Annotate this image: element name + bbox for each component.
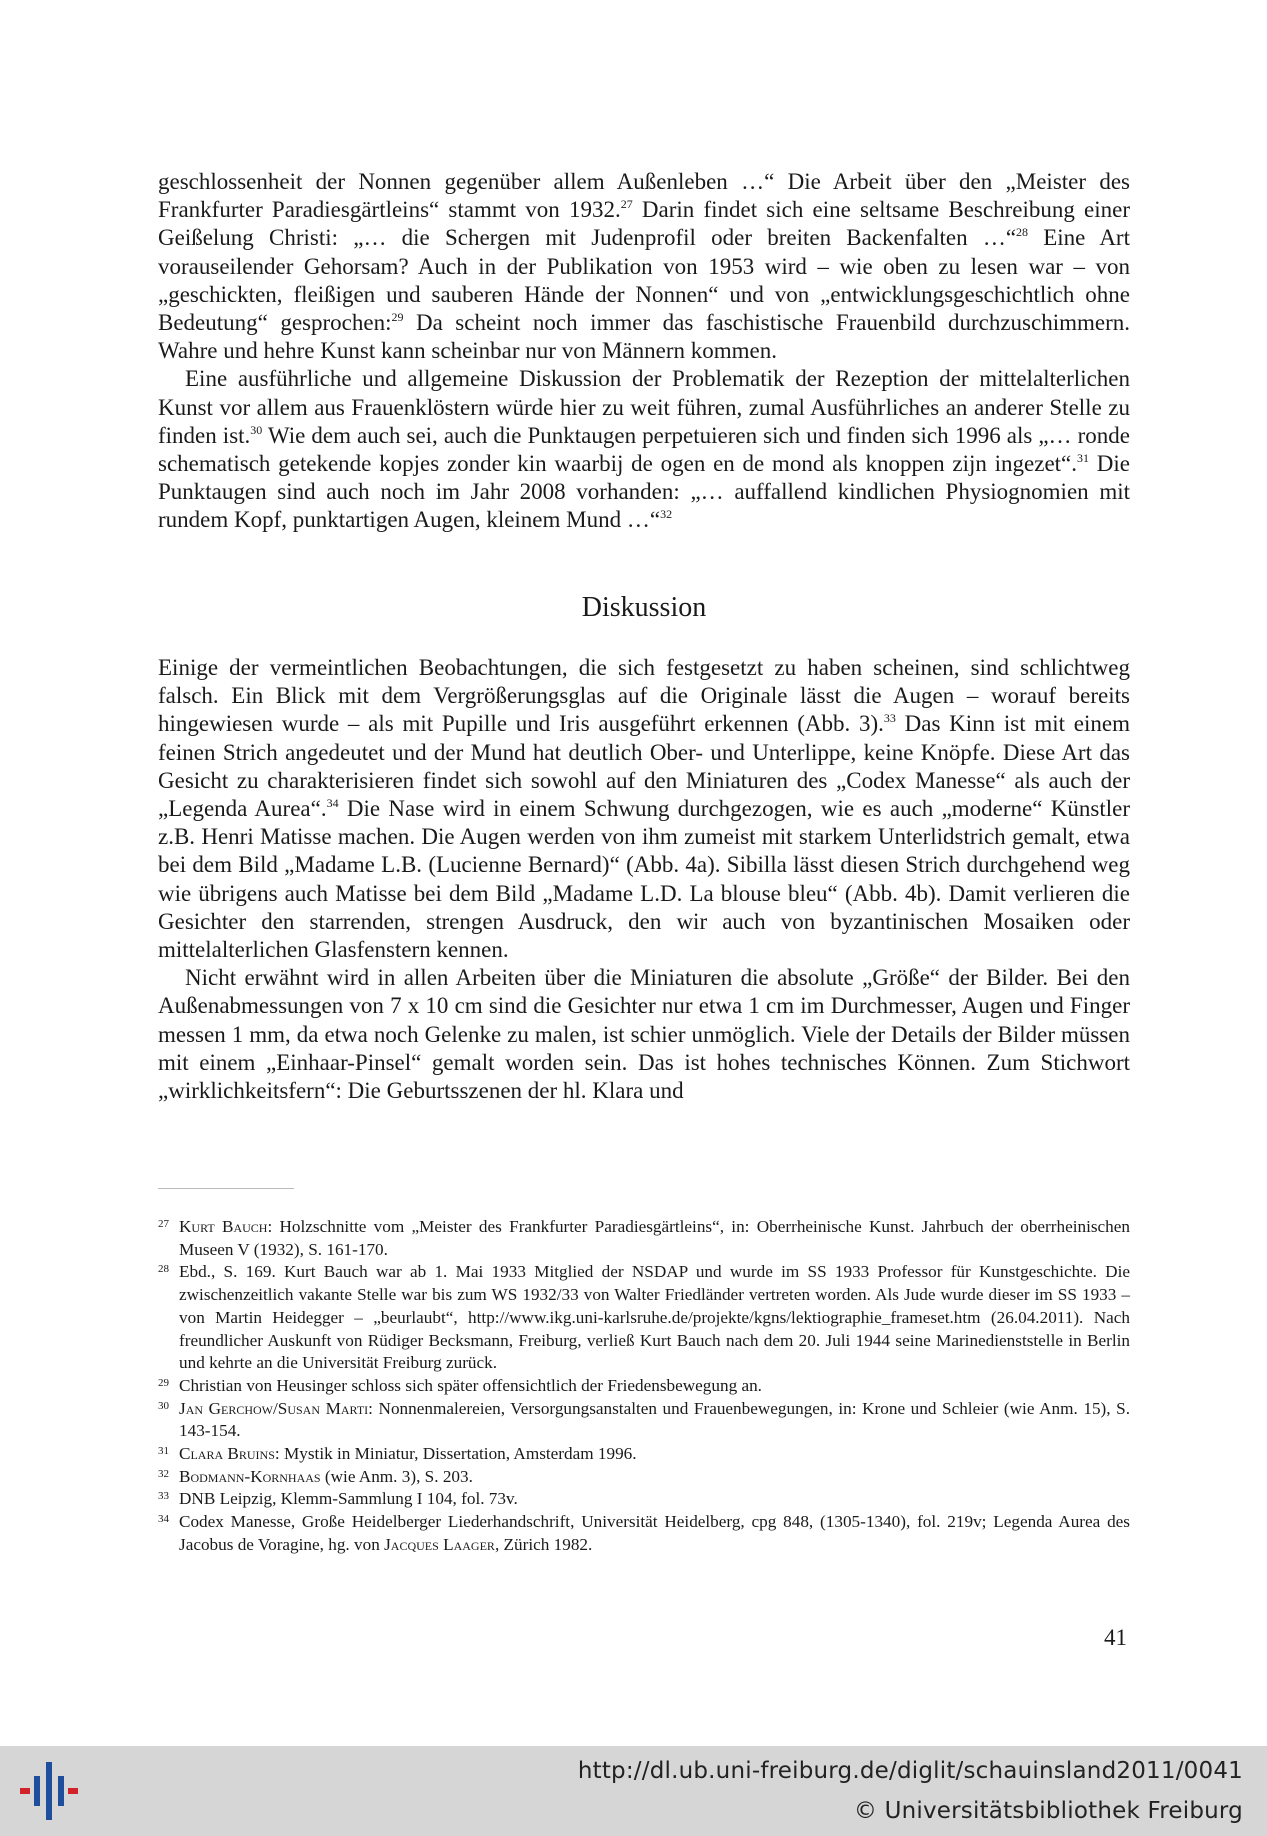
viewer-footer xyxy=(0,1746,1267,1836)
footnote: 33 DNB Leipzig, Klemm-Sammlung I 104, fol. 73v. xyxy=(158,1488,1130,1511)
footnote-number: 32 xyxy=(158,1467,169,1480)
footnote-number: 27 xyxy=(158,1218,169,1230)
footnotes xyxy=(158,1216,1130,1557)
footnote-number: 29 xyxy=(158,1376,169,1389)
footnote: 31 Clara Bruins: Mystik in Miniatur, Dissertation, Amsterdam 1996. xyxy=(158,1443,1130,1466)
footnote: 30 Jan Gerchow/Susan Marti: Nonnenmalereien, Versorgungsanstalten und Frauenbewegungen, in: Krone und Schleier (wie Anm. 15), S. 143-154. xyxy=(158,1398,1130,1443)
text-block-bottom xyxy=(158,654,1130,1105)
footnote-number: 28 xyxy=(158,1263,169,1276)
footnote-ref[interactable]: 32 xyxy=(660,507,673,522)
footnote-ref[interactable]: 33 xyxy=(883,711,896,726)
paragraph: Einige der vermeintlichen Beobachtungen, die sich festgesetzt zu haben scheinen, sind schlichtweg falsch. Ein Blick mit dem Vergrößerungsglas auf die Originale lässt die Augen – worauf bereits hingewiesen wurde – als mit Pupille und Iris ausgeführt erkennen (Abb. 3).$^{33}$ Das Kinn ist mit einem feinen Strich angedeutet und der Mund hat deutlich Ober- und Unterlippe, keine Knöpfe. Diese Art das Gesicht zu charakterisieren findet sich sowohl auf den Miniaturen des „Codex Manesse“ als auch der „Legenda Aurea“.$^{34}$ Die Nase wird in einem Schwung durchgezogen, wie es auch „moderne“ Künstler z.B. Henri Matisse machen. Die Augen werden von ihm zumeist mit starkem Unterlidstrich gemalt, etwa bei dem Bild „Madame L.B. (Lucienne Bernard)“ (Abb. 4a). Sibilla lässt diesen Strich durchgehend weg wie übrigens auch Matisse bei dem Bild „Madame L.D. La blouse bleu“ (Abb. 4b). Damit verlieren die Gesichter den starrenden, strengen Ausdruck, den wir auch von byzantinischen Mosaiken oder mittelalterlichen Glasfenstern kennen. xyxy=(158,655,1130,963)
permalink-url[interactable]: http://dl.ub.uni-freiburg.de/diglit/schauinsland2011/0041 xyxy=(577,1758,1243,1784)
footnote-ref[interactable]: 28 xyxy=(1016,225,1029,240)
copyright-notice: © Universitätsbibliothek Freiburg xyxy=(853,1798,1243,1824)
text-block-top xyxy=(158,168,1130,535)
footnote-ref[interactable]: 30 xyxy=(250,422,263,437)
page-number: 41 xyxy=(1104,1625,1127,1650)
footnote-ref[interactable]: 27 xyxy=(620,197,633,212)
footnote-author: Jan Gerchow/Susan Marti xyxy=(179,1398,369,1418)
footnote-author: Kurt Bauch xyxy=(179,1217,268,1236)
footnote-author: Jacques Laager xyxy=(384,1534,495,1554)
footnote-ref[interactable]: 34 xyxy=(326,796,339,811)
footnote-ref[interactable]: 29 xyxy=(391,310,404,325)
paragraph: geschlossenheit der Nonnen gegenüber allem Außenleben …“ Die Arbeit über den „Meister des Frankfurter Paradiesgärtleins“ stammt von 1932.27 Darin findet sich eine seltsame Beschreibung einer Geißelung Christi: „… die Schergen mit Judenprofil oder breiten Backenfalten …“$^{28}$ Eine Art vorauseilender Gehorsam? Auch in der Publikation von 1953 wird – wie oben zu lesen war – von „geschickten, fleißigen und sauberen Hände der Nonnen“ und von „entwicklungsgeschichtlich ohne Bedeutung“ gesprochen:$^{29}$ Da scheint noch immer das faschistische Frauenbild durchzuschimmern. Wahre und hehre Kunst kann scheinbar nur von Männern kommen. xyxy=(158,169,1131,364)
footnote-number: 33 xyxy=(158,1490,169,1503)
footnote-ref[interactable]: 31 xyxy=(1077,451,1090,466)
footnote-separator xyxy=(158,1188,294,1189)
footnote: 29 Christian von Heusinger schloss sich später offensichtlich der Friedensbewegung an. xyxy=(158,1375,1130,1398)
footnote-author: Bodmann-Kornhaas xyxy=(179,1466,321,1486)
footnote: 28 Ebd., S. 169. Kurt Bauch war ab 1. Mai 1933 Mitglied der NSDAP und wurde im SS 1933 Professor für Kunstgeschichte. Die zwischenzeitlich vakante Stelle war bis zum WS 1932/33 von Walter Friedländer vertreten worden. Als Jude wurde dieser im SS 1933 – von Martin Heidegger – „beurlaubt“, http://www.ikg.uni-karlsruhe.de/projekte/kgns/lektiographie_frameset.htm (26.04.2011). Nach freundlicher Auskunft von Rüdiger Becksmann, Freiburg, verließ Kurt Bauch nach dem 20. Juli 1944 seine Marinedienststelle in Berlin und kehrte an die Universität Freiburg zurück. xyxy=(158,1261,1130,1375)
paragraph: Eine ausführliche und allgemeine Diskussion der Problematik der Rezeption der mittelalterlichen Kunst vor allem aus Frauenklöstern würde hier zu weit führen, zumal Ausführliches an anderer Stelle zu finden ist.$^{30}$ Wie dem auch sei, auch die Punktaugen perpetuieren sich und finden sich 1996 als „… ronde schematisch getekende kopjes zonder kin waarbij de ogen en de mond als knoppen zijn ingezet“.$^{31}$ Die Punktaugen sind auch noch im Jahr 2008 vorhanden: „… auffallend kindlichen Physiognomien mit rundem Kopf, punktartigen Augen, kleinem Mund …“$^{32}$ xyxy=(158,366,1130,533)
footnote-number: 34 xyxy=(158,1513,169,1526)
footnote: 32 Bodmann-Kornhaas (wie Anm. 3), S. 203. xyxy=(158,1466,1130,1489)
footnote: 34 Codex Manesse, Große Heidelberger Liederhandschrift, Universität Heidelberg, cpg 848, (1305-1340), fol. 219v; Legenda Aurea des Jacobus de Voragine, hg. von Jacques Laager, Zürich 1982. xyxy=(158,1511,1130,1556)
footnote-author: Clara Bruins xyxy=(179,1444,275,1464)
paragraph: Nicht erwähnt wird in allen Arbeiten über die Miniaturen die absolute „Größe“ der Bilder. Bei den Außenabmessungen von 7 x 10 cm sind die Gesichter nur etwa 1 cm im Durchmesser, Augen und Finger messen 1 mm, da etwa noch Gelenke zu malen, ist schier unmöglich. Viele der Details der Bilder müssen mit einem „Einhaar-Pinsel“ gemalt worden sein. Das ist hohes technisches Können. Zum Stichwort „wirklichkeitsfern“: Die Geburtsszenen der hl. Klara und xyxy=(158,965,1130,1104)
footnote-number: 30 xyxy=(158,1399,169,1412)
ub-freiburg-logo-icon xyxy=(18,1760,80,1822)
footnote-number: 31 xyxy=(158,1445,169,1458)
footnote: 27 Kurt Bauch: Holzschnitte vom „Meister des Frankfurter Paradiesgärtleins“, in: Oberrheinische Kunst. Jahrbuch der oberrheinischen Museen V (1932), S. 161-170. xyxy=(158,1216,1130,1261)
section-heading: Diskussion xyxy=(581,592,707,623)
